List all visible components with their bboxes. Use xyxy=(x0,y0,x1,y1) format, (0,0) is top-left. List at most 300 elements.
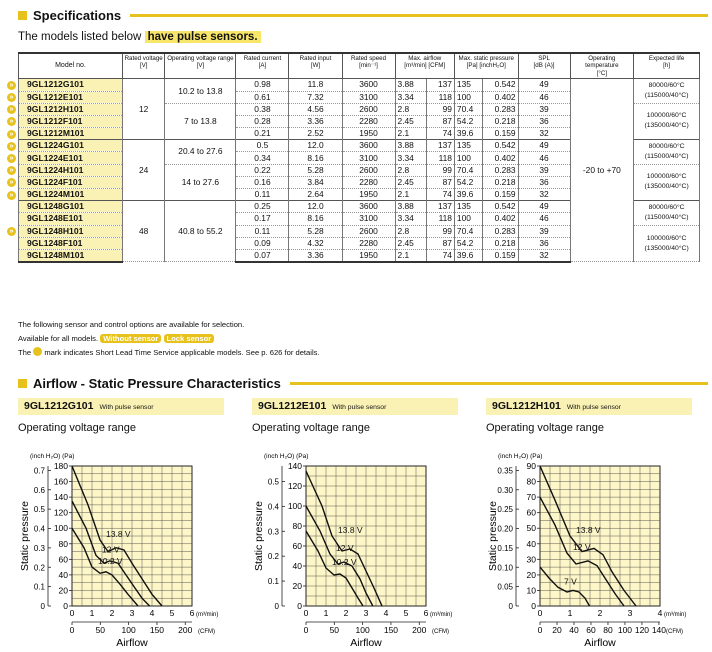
y-pa-tick: 60 xyxy=(292,541,302,551)
cfm-cell: 87 xyxy=(427,115,455,127)
model-cell: » 9GL1212E101 xyxy=(19,91,123,103)
model-cell: 9GL1248M101 xyxy=(19,249,123,262)
pa-cell: 100 xyxy=(454,213,482,225)
intro-highlight: have pulse sensors. xyxy=(145,31,261,43)
y-inch-tick: 0.4 xyxy=(267,502,279,512)
m3-cell: 3.88 xyxy=(395,79,427,91)
op-voltage-cell: 7 to 13.8 xyxy=(165,103,236,140)
y-pa-tick: 100 xyxy=(53,523,68,534)
y-inch-tick: 0 xyxy=(40,602,45,611)
y-pa-tick: 30 xyxy=(526,554,536,565)
th-life: Expected life [h] xyxy=(634,53,700,79)
cfm-cell: 99 xyxy=(427,164,455,176)
input-cell: 12.0 xyxy=(289,201,342,213)
inch-cell: 0.542 xyxy=(482,79,518,91)
series-label: 13.8 V xyxy=(338,525,363,535)
op-voltage-cell: 20.4 to 27.6 xyxy=(165,140,236,164)
rated-voltage-cell: 48 xyxy=(122,201,164,262)
chart-subtitle: Operating voltage range xyxy=(18,422,137,434)
y-pa-tick: 60 xyxy=(58,554,68,565)
inch-cell: 0.159 xyxy=(482,249,518,262)
speed-cell: 3100 xyxy=(342,213,395,225)
spl-cell: 49 xyxy=(518,201,570,213)
y-pa-tick: 120 xyxy=(53,507,68,518)
cfm-cell: 74 xyxy=(427,128,455,140)
chart-title: 9GL1212H101 With pulse sensor xyxy=(486,398,692,415)
m3-cell: 3.34 xyxy=(395,152,427,164)
y-inch-tick: 0 xyxy=(508,602,513,611)
x-cfm-tick: 100 xyxy=(355,625,370,635)
input-cell: 4.56 xyxy=(289,103,342,115)
inch-cell: 0.542 xyxy=(482,201,518,213)
x-m3-tick: 0 xyxy=(537,608,543,618)
spl-cell: 32 xyxy=(518,249,570,262)
x-m3-tick: 1 xyxy=(567,608,573,618)
short-lead-time-icon: » xyxy=(7,154,16,163)
th-pressure: Max. static pressure [Pa] [inchH₂O] xyxy=(454,53,518,79)
input-cell: 2.64 xyxy=(289,189,342,201)
x-cfm-tick: 60 xyxy=(586,625,596,635)
short-lead-time-icon: » xyxy=(7,178,16,187)
y-unit-label: (inch H₂O) (Pa) xyxy=(264,453,309,460)
short-lead-time-icon: » xyxy=(7,191,16,200)
speed-cell: 2280 xyxy=(342,237,395,249)
spl-cell: 39 xyxy=(518,225,570,237)
y-pa-tick: 50 xyxy=(526,523,536,534)
expected-life-cell: 100000/60°C (135000/40°C) xyxy=(634,225,700,262)
th-op-voltage: Operating voltage range [V] xyxy=(165,53,236,79)
cfm-cell: 99 xyxy=(427,225,455,237)
y-pa-tick: 0 xyxy=(63,601,68,611)
chart-subtitle: Operating voltage range xyxy=(252,422,371,434)
y-pa-tick: 0 xyxy=(531,601,536,611)
input-cell: 7.32 xyxy=(289,91,342,103)
model-cell: » 9GL1224G101 xyxy=(19,140,123,152)
y-pa-tick: 40 xyxy=(58,569,68,580)
heading-rule xyxy=(290,382,708,385)
m3-cell: 2.45 xyxy=(395,237,427,249)
y-pa-tick: 160 xyxy=(53,476,68,487)
m3-cell: 2.1 xyxy=(395,249,427,262)
specifications-heading xyxy=(18,6,708,24)
y-inch-tick: 0.2 xyxy=(33,563,45,573)
model-cell: » 9GL1212F101 xyxy=(19,115,123,127)
th-temp: Operating temperature [°C] xyxy=(570,53,634,79)
pa-cell: 70.4 xyxy=(454,164,482,176)
y-pa-tick: 10 xyxy=(526,585,536,596)
inch-cell: 0.218 xyxy=(482,115,518,127)
speed-cell: 2280 xyxy=(342,115,395,127)
x-m3-tick: 4 xyxy=(383,608,389,618)
x-m3-tick: 2 xyxy=(343,608,349,618)
y-inch-tick: 0.25 xyxy=(497,505,513,515)
model-cell: » 9GL1224E101 xyxy=(19,152,123,164)
y-pa-tick: 180 xyxy=(53,461,68,471)
x-cfm-tick: 150 xyxy=(383,625,399,635)
table-row xyxy=(19,79,700,91)
series-label: 12 V xyxy=(102,544,120,555)
x-cfm-tick: 200 xyxy=(412,625,427,635)
y-pa-tick: 80 xyxy=(526,476,536,487)
current-cell: 0.28 xyxy=(236,115,289,127)
x-m3-tick: 3 xyxy=(627,608,633,618)
x-m3-tick: 0 xyxy=(69,608,75,618)
spl-cell: 46 xyxy=(518,152,570,164)
airflow-heading xyxy=(18,374,708,392)
y-inch-tick: 0.20 xyxy=(497,524,513,534)
note-line-1: The following sensor and control options are available for selection. xyxy=(18,320,245,329)
heading-rule xyxy=(130,14,708,17)
m3-cell: 3.88 xyxy=(395,140,427,152)
chart-svg xyxy=(18,446,230,646)
current-cell: 0.07 xyxy=(236,249,289,262)
y-inch-tick: 0.15 xyxy=(497,543,513,553)
current-cell: 0.09 xyxy=(236,237,289,249)
m3-cell: 2.1 xyxy=(395,128,427,140)
speed-cell: 1950 xyxy=(342,189,395,201)
x-cfm-tick: 80 xyxy=(603,625,613,635)
x-cfm-tick: 120 xyxy=(634,625,650,635)
model-cell: 9GL1248F101 xyxy=(19,237,123,249)
series-label: 10.2 V xyxy=(98,556,123,567)
y-inch-tick: 0.35 xyxy=(497,466,513,476)
cfm-cell: 118 xyxy=(427,213,455,225)
m3-cell: 3.34 xyxy=(395,91,427,103)
y-inch-tick: 0.3 xyxy=(33,543,45,553)
short-lead-time-icon: » xyxy=(7,117,16,126)
x-m3-tick: 4 xyxy=(149,608,155,618)
current-cell: 0.16 xyxy=(236,176,289,188)
spec-table xyxy=(9,52,700,263)
current-cell: 0.5 xyxy=(236,140,289,152)
x-m3-tick: 3 xyxy=(363,608,369,618)
spl-cell: 32 xyxy=(518,189,570,201)
x-axis-title: Airflow xyxy=(584,637,616,646)
x-cfm-tick: 0 xyxy=(303,625,309,635)
y-pa-tick: 100 xyxy=(287,501,302,511)
m3-cell: 2.8 xyxy=(395,164,427,176)
op-voltage-cell: 40.8 to 55.2 xyxy=(165,201,236,262)
input-cell: 5.28 xyxy=(289,225,342,237)
spl-cell: 36 xyxy=(518,176,570,188)
intro-text xyxy=(18,31,261,43)
x-cfm-tick: 40 xyxy=(569,625,579,635)
note-line-2: Available for all models. Without sensor Lock sensor xyxy=(18,332,320,346)
chart-subtitle: Operating voltage range xyxy=(486,422,605,434)
inch-cell: 0.402 xyxy=(482,91,518,103)
y-pa-tick: 90 xyxy=(526,461,536,471)
pa-cell: 54.2 xyxy=(454,176,482,188)
spl-cell: 49 xyxy=(518,140,570,152)
inch-cell: 0.402 xyxy=(482,213,518,225)
chart-svg xyxy=(486,446,698,646)
expected-life-cell: 80000/60°C (115000/40°C) xyxy=(634,79,700,103)
expected-life-cell: 80000/60°C (115000/40°C) xyxy=(634,140,700,164)
speed-cell: 3100 xyxy=(342,91,395,103)
inch-cell: 0.283 xyxy=(482,103,518,115)
short-lead-time-icon: » xyxy=(7,166,16,175)
chart-title: 9GL1212E101 With pulse sensor xyxy=(252,398,458,415)
pa-cell: 39.6 xyxy=(454,128,482,140)
inch-cell: 0.283 xyxy=(482,164,518,176)
inch-cell: 0.218 xyxy=(482,176,518,188)
x-cfm-tick: 50 xyxy=(329,625,340,635)
input-cell: 3.84 xyxy=(289,176,342,188)
x-m3-tick: 2 xyxy=(597,608,603,618)
y-unit-label: (inch H₂O) (Pa) xyxy=(498,453,543,460)
series-label: 10.2 V xyxy=(332,557,357,567)
input-cell: 4.32 xyxy=(289,237,342,249)
y-pa-tick: 120 xyxy=(287,481,302,491)
th-spl: SPL [dB (A)] xyxy=(518,53,570,79)
pa-cell: 135 xyxy=(454,140,482,152)
input-cell: 8.16 xyxy=(289,152,342,164)
y-inch-tick: 0 xyxy=(274,602,279,611)
spl-cell: 46 xyxy=(518,91,570,103)
y-pa-tick: 40 xyxy=(526,538,536,549)
input-cell: 11.8 xyxy=(289,79,342,91)
speed-cell: 3600 xyxy=(342,79,395,91)
th-voltage: Rated voltage [V] xyxy=(122,53,164,79)
x-cfm-tick: 0 xyxy=(537,625,543,635)
chart-svg xyxy=(252,446,464,646)
y-pa-tick: 140 xyxy=(287,461,302,471)
short-lead-time-icon: » xyxy=(7,227,16,236)
m3-cell: 3.88 xyxy=(395,201,427,213)
pa-cell: 70.4 xyxy=(454,103,482,115)
y-axis-title: Static pressure xyxy=(19,500,31,572)
y-inch-tick: 0.1 xyxy=(33,582,45,592)
x-cfm-tick: 150 xyxy=(149,625,165,635)
speed-cell: 2600 xyxy=(342,164,395,176)
speed-cell: 2600 xyxy=(342,103,395,115)
short-lead-time-icon: » xyxy=(7,105,16,114)
x-cfm-tick: 50 xyxy=(95,625,106,635)
th-input: Rated input [W] xyxy=(289,53,342,79)
cfm-cell: 99 xyxy=(427,103,455,115)
op-voltage-cell: 14 to 27.6 xyxy=(165,164,236,201)
inch-cell: 0.542 xyxy=(482,140,518,152)
m3-cell: 2.45 xyxy=(395,115,427,127)
speed-cell: 1950 xyxy=(342,128,395,140)
cfm-cell: 87 xyxy=(427,176,455,188)
spl-cell: 49 xyxy=(518,79,570,91)
input-cell: 12.0 xyxy=(289,140,342,152)
airflow-title: Airflow - Static Pressure Characteristics xyxy=(33,375,281,391)
cfm-cell: 74 xyxy=(427,249,455,262)
speed-cell: 2280 xyxy=(342,176,395,188)
option-lock-sensor: Lock sensor xyxy=(164,334,215,343)
th-current: Rated current [A] xyxy=(236,53,289,79)
y-unit-label: (inch H₂O) (Pa) xyxy=(30,453,75,460)
y-pa-tick: 80 xyxy=(58,538,68,549)
pa-cell: 100 xyxy=(454,152,482,164)
th-model: Model no. xyxy=(19,53,123,79)
x-m3-unit: (m³/min) xyxy=(664,612,687,618)
x-m3-unit: (m³/min) xyxy=(196,612,219,618)
model-cell: » 9GL1212H101 xyxy=(19,103,123,115)
y-axis-title: Static pressure xyxy=(487,500,499,572)
spl-cell: 32 xyxy=(518,128,570,140)
x-m3-tick: 1 xyxy=(89,608,95,618)
speed-cell: 3600 xyxy=(342,140,395,152)
m3-cell: 2.1 xyxy=(395,189,427,201)
spl-cell: 39 xyxy=(518,103,570,115)
cfm-cell: 137 xyxy=(427,79,455,91)
x-m3-tick: 5 xyxy=(403,608,409,618)
spl-cell: 36 xyxy=(518,115,570,127)
expected-life-cell: 80000/60°C (115000/40°C) xyxy=(634,201,700,225)
cfm-cell: 118 xyxy=(427,91,455,103)
cfm-cell: 137 xyxy=(427,201,455,213)
chart-9gl1212e101 xyxy=(252,398,474,648)
x-m3-tick: 5 xyxy=(169,608,175,618)
speed-cell: 3100 xyxy=(342,152,395,164)
pa-cell: 54.2 xyxy=(454,237,482,249)
model-cell: 9GL1248E101 xyxy=(19,213,123,225)
y-inch-tick: 0.2 xyxy=(267,552,279,562)
cfm-cell: 74 xyxy=(427,189,455,201)
speed-cell: 3600 xyxy=(342,201,395,213)
expected-life-cell: 100000/60°C (135000/40°C) xyxy=(634,103,700,140)
current-cell: 0.11 xyxy=(236,189,289,201)
x-cfm-tick: 20 xyxy=(552,625,562,635)
series-label: 12 V xyxy=(336,543,354,553)
x-cfm-tick: 140 xyxy=(651,625,667,635)
chart-title: 9GL1212G101 With pulse sensor xyxy=(18,398,224,415)
specifications-title: Specifications xyxy=(33,7,122,23)
x-cfm-unit: (CFM) xyxy=(198,629,215,635)
y-inch-tick: 0.4 xyxy=(33,524,45,534)
y-pa-tick: 70 xyxy=(526,492,536,503)
current-cell: 0.17 xyxy=(236,213,289,225)
x-m3-tick: 1 xyxy=(323,608,329,618)
inch-cell: 0.283 xyxy=(482,225,518,237)
current-cell: 0.38 xyxy=(236,103,289,115)
y-inch-tick: 0.5 xyxy=(33,505,45,515)
expected-life-cell: 100000/60°C (135000/40°C) xyxy=(634,164,700,201)
short-lead-time-icon: » xyxy=(7,142,16,151)
input-cell: 2.52 xyxy=(289,128,342,140)
intro-lead: The models listed below xyxy=(18,31,142,43)
model-cell: » 9GL1212G101 xyxy=(19,79,123,91)
current-cell: 0.25 xyxy=(236,201,289,213)
y-pa-tick: 80 xyxy=(292,521,302,531)
x-cfm-tick: 100 xyxy=(121,625,136,635)
current-cell: 0.21 xyxy=(236,128,289,140)
op-voltage-cell: 10.2 to 13.8 xyxy=(165,79,236,103)
short-lead-time-icon: » xyxy=(7,130,16,139)
series-label: 13.8 V xyxy=(576,525,601,535)
y-inch-tick: 0.10 xyxy=(497,563,513,573)
op-temperature-cell: -20 to +70 xyxy=(570,79,634,262)
pa-cell: 135 xyxy=(454,79,482,91)
model-cell: » 9GL1248H101 xyxy=(19,225,123,237)
rated-voltage-cell: 12 xyxy=(122,79,164,140)
input-cell: 3.36 xyxy=(289,249,342,262)
y-pa-tick: 60 xyxy=(526,507,536,518)
y-inch-tick: 0.05 xyxy=(497,582,513,592)
th-speed: Rated speed [min⁻¹] xyxy=(342,53,395,79)
x-cfm-tick: 100 xyxy=(617,625,633,635)
y-axis-title: Static pressure xyxy=(253,500,265,572)
x-cfm-tick: 0 xyxy=(69,625,75,635)
x-m3-tick: 6 xyxy=(423,608,429,618)
y-inch-tick: 0.1 xyxy=(267,577,279,587)
chart-9gl1212g101 xyxy=(18,398,240,648)
y-pa-tick: 20 xyxy=(292,581,302,591)
y-pa-tick: 140 xyxy=(53,492,68,503)
y-pa-tick: 40 xyxy=(292,561,302,571)
pa-cell: 70.4 xyxy=(454,225,482,237)
current-cell: 0.98 xyxy=(236,79,289,91)
inch-cell: 0.218 xyxy=(482,237,518,249)
spl-cell: 39 xyxy=(518,164,570,176)
x-cfm-unit: (CFM) xyxy=(432,629,449,635)
input-cell: 8.16 xyxy=(289,213,342,225)
x-axis-title: Airflow xyxy=(116,637,148,646)
speed-cell: 1950 xyxy=(342,249,395,262)
pa-cell: 39.6 xyxy=(454,249,482,262)
x-m3-tick: 0 xyxy=(303,608,309,618)
y-inch-tick: 0.5 xyxy=(267,477,279,487)
cfm-cell: 137 xyxy=(427,140,455,152)
short-lead-time-icon xyxy=(33,347,42,356)
heading-marker xyxy=(18,379,27,388)
y-pa-tick: 20 xyxy=(58,585,68,596)
series-label: 12 V xyxy=(573,542,591,553)
y-inch-tick: 0.6 xyxy=(33,485,45,495)
input-cell: 3.36 xyxy=(289,115,342,127)
x-m3-tick: 3 xyxy=(129,608,135,618)
current-cell: 0.61 xyxy=(236,91,289,103)
m3-cell: 2.8 xyxy=(395,225,427,237)
y-inch-tick: 0.30 xyxy=(497,485,513,495)
note-line-3: The mark indicates Short Lead Time Service applicable models. See p. 626 for details. xyxy=(18,348,320,357)
inch-cell: 0.402 xyxy=(482,152,518,164)
x-m3-tick: 4 xyxy=(657,608,663,618)
y-inch-tick: 0.7 xyxy=(33,466,45,476)
model-cell: » 9GL1224M101 xyxy=(19,189,123,201)
model-cell: » 9GL1212M101 xyxy=(19,128,123,140)
x-m3-tick: 6 xyxy=(189,608,195,618)
current-cell: 0.11 xyxy=(236,225,289,237)
m3-cell: 2.45 xyxy=(395,176,427,188)
m3-cell: 2.8 xyxy=(395,103,427,115)
x-m3-tick: 2 xyxy=(109,608,115,618)
speed-cell: 2600 xyxy=(342,225,395,237)
model-cell: » 9GL1224H101 xyxy=(19,164,123,176)
inch-cell: 0.159 xyxy=(482,189,518,201)
current-cell: 0.22 xyxy=(236,164,289,176)
notes xyxy=(18,318,320,360)
series-label: 13.8 V xyxy=(106,528,131,539)
y-pa-tick: 20 xyxy=(526,569,536,580)
series-label: 7 V xyxy=(564,576,577,587)
pa-cell: 54.2 xyxy=(454,115,482,127)
th-airflow: Max. airflow [m³/min] [CFM] xyxy=(395,53,454,79)
x-cfm-tick: 200 xyxy=(178,625,193,635)
spl-cell: 36 xyxy=(518,237,570,249)
inch-cell: 0.159 xyxy=(482,128,518,140)
y-inch-tick: 0.3 xyxy=(267,527,279,537)
m3-cell: 3.34 xyxy=(395,213,427,225)
current-cell: 0.34 xyxy=(236,152,289,164)
input-cell: 5.28 xyxy=(289,164,342,176)
x-cfm-unit: (CFM) xyxy=(666,629,683,635)
y-pa-tick: 0 xyxy=(297,601,302,611)
spl-cell: 46 xyxy=(518,213,570,225)
